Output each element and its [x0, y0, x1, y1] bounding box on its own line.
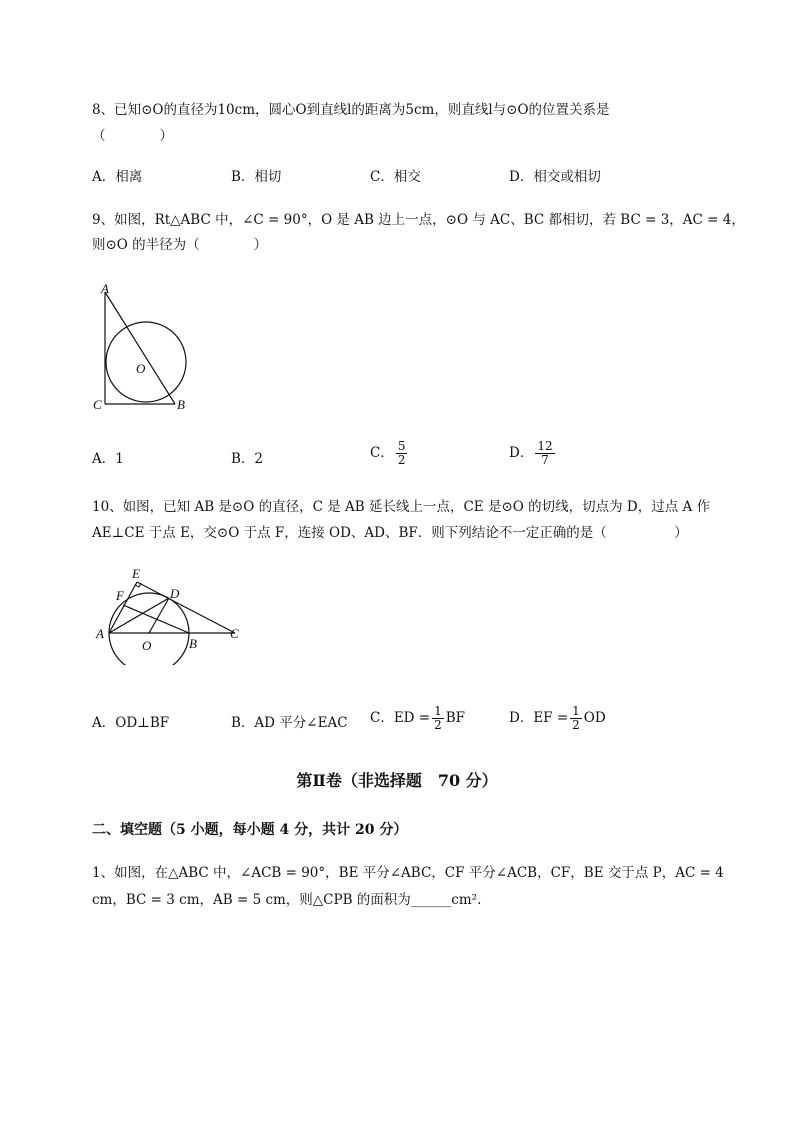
q10-label-d: D: [170, 586, 180, 601]
q8-option-d: D．相交或相切: [509, 169, 601, 185]
q10-option-c-denominator: 2: [434, 718, 442, 732]
q10-figure: [90, 565, 250, 665]
q9-option-d-prefix: D．: [509, 445, 534, 461]
q10-option-c-numerator: 1: [434, 704, 442, 718]
q8-option-c: C．相交: [370, 169, 421, 185]
q10-label-e: E: [132, 566, 140, 581]
q10-circle: [109, 593, 189, 665]
q10-label-b: B: [189, 636, 197, 651]
part-title: 二、填空题（5 小题，每小题 4 分，共计 20 分）: [92, 822, 408, 838]
q10-option-c: [370, 705, 465, 732]
q9-label-o: O: [136, 361, 146, 376]
q9-option-d-fraction: [535, 440, 554, 467]
q10-option-d: [509, 705, 606, 732]
q10-label-a: A: [96, 626, 104, 641]
q9-stem-line1: 9、如图，Rt△ABC 中，∠C = 90°，O 是 AB 边上一点，⊙O 与 AC、BC 都相切，若 BC = 3，AC = 4，: [92, 212, 745, 228]
q10-option-d-numerator: 1: [572, 704, 580, 718]
q8-stem: 8、已知⊙O的直径为10cm，圆心O到直线l的距离为5cm，则直线l与⊙O的位置关系是: [92, 102, 610, 118]
q9-option-c-denominator: 2: [397, 453, 406, 467]
q9-label-b: B: [177, 397, 185, 412]
q9-option-c-fraction: [396, 440, 408, 467]
q9-option-a: A．1: [92, 451, 124, 467]
q9-option-c-prefix: C．: [370, 445, 394, 461]
q9-label-c: C: [93, 397, 102, 412]
q8-option-b: B．相切: [231, 169, 282, 185]
q9-circle: [106, 322, 186, 402]
q10-stem-line2: AE⊥CE 于点 E，交⊙O 于点 F，连接 OD、AD、BF．则下列结论不一定正确的是（ ）: [92, 525, 688, 541]
q9-option-c: [370, 440, 409, 467]
q9-label-a: A: [101, 281, 109, 296]
section-title: 第Ⅱ卷（非选择题 70 分）: [296, 771, 498, 790]
q10-option-b: B．AD 平分∠EAC: [231, 715, 348, 731]
q9-option-d-denominator: 7: [541, 453, 549, 467]
q10-option-c-fraction: [432, 705, 444, 732]
q10-label-c: C: [230, 626, 239, 641]
q10-option-d-prefix: D．EF =: [509, 710, 569, 726]
q8-option-a: A．相离: [92, 169, 143, 185]
q10-label-o: O: [142, 638, 152, 653]
q9-option-c-numerator: 5: [397, 439, 406, 453]
q9-figure: [85, 278, 205, 418]
q10-option-d-denominator: 2: [572, 718, 580, 732]
q8-paren: （ ）: [92, 128, 173, 144]
fill1-line2: cm，BC = 3 cm，AB = 5 cm，则△CPB 的面积为______cm².: [92, 892, 482, 908]
q9-option-d: [509, 440, 557, 467]
q10-option-d-suffix: OD: [583, 710, 606, 726]
q10-stem-line1: 10、如图，已知 AB 是⊙O 的直径，C 是 AB 延长线上一点，CE 是⊙O 的切线，切点为 D，过点 A 作: [92, 499, 711, 515]
q9-stem-line2: 则⊙O 的半径为（ ）: [92, 237, 268, 253]
q9-option-d-numerator: 12: [537, 439, 553, 453]
q10-option-c-prefix: C．ED =: [370, 710, 431, 726]
q9-option-b: B．2: [231, 451, 264, 467]
q10-option-c-suffix: BF: [445, 710, 466, 726]
q10-option-a: A．OD⊥BF: [92, 715, 170, 731]
q10-label-f: F: [116, 588, 124, 603]
fill1-line1: 1、如图，在△ABC 中，∠ACB = 90°，BE 平分∠ABC，CF 平分∠ACB，CF，BE 交于点 P，AC = 4: [92, 865, 724, 881]
q10-option-d-fraction: [570, 705, 582, 732]
